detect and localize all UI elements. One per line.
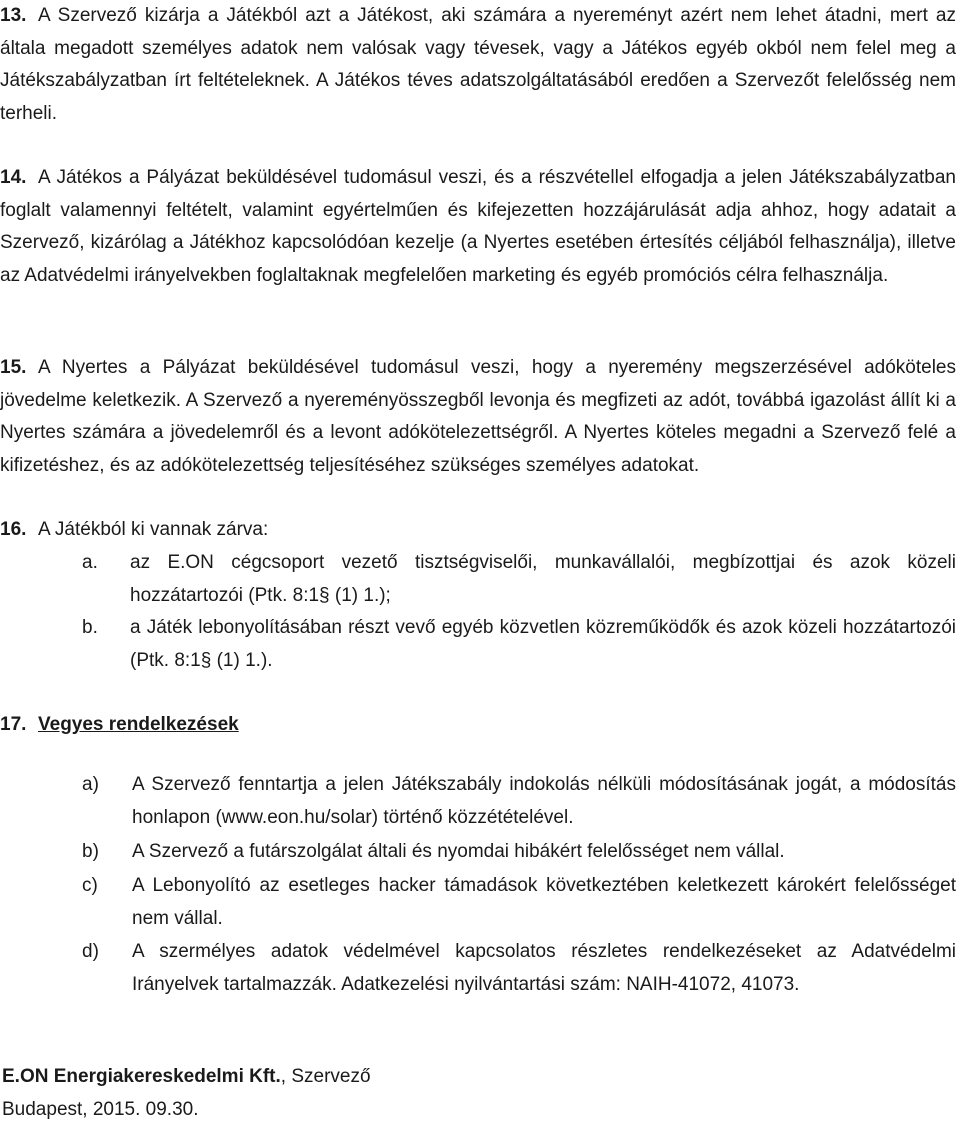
item-label: c) — [82, 875, 98, 896]
section-text: A Szervező kizárja a Játékból azt a Játékost, aki számára a nyereményt azért nem lehet átadni, mert az általa megadott személyes adatok nem valósak vagy tévesek, vagy a Játékos egyéb okból nem felel meg a Játékszabályzatban írt feltételeknek. A Játékos téves adatszolgáltatásából eredően a Szervezőt felelősség nem terheli. — [0, 5, 956, 124]
section-17 — [0, 709, 956, 742]
section-number: 17. — [0, 714, 27, 735]
section-14 — [0, 162, 956, 292]
section-text: A Játékból ki vannak zárva: — [38, 519, 269, 540]
exclusion-item — [82, 612, 956, 677]
provision-item — [82, 936, 956, 1001]
item-label: a. — [82, 552, 98, 573]
organizer-role: , Szervező — [280, 1066, 371, 1087]
section-number: 13. — [0, 5, 27, 26]
provision-item — [82, 836, 956, 869]
section-text: A Nyertes a Pályázat beküldésével tudomásul veszi, hogy a nyeremény megszerzésével adóköteles jövedelme keletkezik. A Szervező a nyereményösszegből levonja és megfizeti az adót, továbbá igazolást állít ki a Nyertes számára a jövedelemről és a levont adókötelezettségről. A Nyertes köteles megadni a Szervező felé a kifizetéshez, és az adókötelezettség teljesítéséhez szükséges személyes adatokat. — [0, 357, 956, 476]
provision-item — [82, 769, 956, 834]
item-text: A Szervező fenntartja a jelen Játékszabály indokolás nélküli módosításának jogát, a módosítás honlapon (www.eon.hu/solar) történő közzétételével. — [132, 774, 956, 828]
provision-item — [82, 870, 956, 935]
section-number: 16. — [0, 519, 27, 540]
section-16 — [0, 514, 956, 547]
company-name: E.ON Energiakereskedelmi Kft. — [2, 1066, 281, 1087]
section-text: A Játékos a Pályázat beküldésével tudomásul veszi, és a részvétellel elfogadja a jelen Játékszabályzatban foglalt valamennyi feltételt, valamint egyértelműen és kifejezetten hozzájárulását adja ahhoz, hogy adatait a Szervező, kizárólag a Játékhoz kapcsolódóan kezelje (a Nyertes esetében értesítés céljából felhasználja), illetve az Adatvédelmi irányelvekben foglaltaknak megfelelően marketing és egyéb promóciós célra felhasználja. — [0, 167, 956, 286]
section-number: 15. — [0, 357, 27, 378]
item-text: az E.ON cégcsoport vezető tisztségviselői, munkavállalói, megbízottjai és azok közeli hozzátartozói (Ptk. 8:1§ (1) 1.); — [130, 552, 956, 606]
place-date: Budapest, 2015. 09.30. — [2, 1099, 199, 1120]
item-text: a Játék lebonyolításában részt vevő egyéb közvetlen közreműködők és azok közeli hozzátartozói (Ptk. 8:1§ (1) 1.). — [130, 617, 956, 671]
exclusion-item — [82, 547, 956, 612]
item-label: a) — [82, 774, 99, 795]
section-15 — [0, 352, 956, 482]
section-13 — [0, 0, 956, 130]
item-text: A szermélyes adatok védelmével kapcsolatos részletes rendelkezéseket az Adatvédelmi Irányelvek tartalmazzák. Adatkezelési nyilvántartási szám: NAIH-41072, 41073. — [132, 941, 956, 995]
item-label: b) — [82, 841, 99, 862]
section-title: Vegyes rendelkezések — [38, 714, 239, 735]
section-number: 14. — [0, 167, 27, 188]
item-label: d) — [82, 941, 99, 962]
item-text: A Lebonyolító az esetleges hacker támadások következtében keletkezett károkért felelősséget nem vállal. — [132, 875, 956, 929]
item-label: b. — [82, 617, 98, 638]
item-text: A Szervező a futárszolgálat általi és nyomdai hibákért felelősséget nem vállal. — [132, 841, 785, 862]
signature-line — [2, 1061, 371, 1092]
